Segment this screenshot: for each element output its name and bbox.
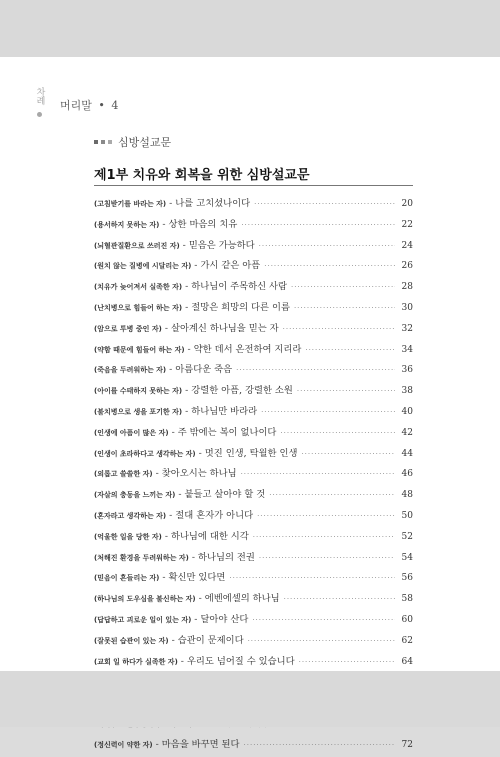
toc-entry-page: 54 — [401, 552, 413, 563]
toc-entry-leader — [299, 658, 395, 666]
toc-entry-page: 28 — [401, 282, 413, 293]
toc-entry-dash: - — [185, 281, 189, 293]
toc-entry-page: 34 — [401, 344, 413, 355]
toc-entry-tag: (인생이 초라하다고 생각하는 자) — [94, 449, 196, 458]
toc-entry-tag: (혼자라고 생각하는 자) — [94, 511, 167, 520]
toc-entry — [94, 590, 413, 611]
top-background-band — [0, 0, 500, 57]
toc-entry-dash: - — [169, 198, 173, 209]
toc-entry — [94, 257, 413, 278]
toc-entry-page: 60 — [401, 614, 413, 625]
toc-entry-dash: - — [185, 385, 189, 397]
side-label-text: 차례 — [34, 87, 45, 105]
toc-entry — [94, 569, 413, 590]
toc-entry-dash: - — [185, 301, 189, 313]
toc-entry-leader — [259, 554, 395, 562]
toc-entry-leader — [280, 429, 395, 437]
toc-entry-page: 38 — [401, 386, 413, 397]
toc-entry-page: 24 — [401, 240, 413, 251]
toc-entry-title: 상한 마음의 치유 — [168, 218, 238, 230]
toc-entry-tag: (답답하고 괴로운 일이 있는 자) — [94, 615, 192, 624]
toc-entry-dash: - — [194, 260, 198, 272]
toc-entry-page: 62 — [401, 635, 413, 646]
section-heading-text: 심방설교문 — [118, 136, 172, 149]
toc-entry-tag: (인생에 아픔이 많은 자) — [94, 428, 169, 437]
toc-entry — [94, 465, 413, 486]
preface-page: 4 — [111, 99, 119, 112]
toc-entry-dash: - — [191, 551, 196, 563]
toc-entry-leader — [301, 450, 395, 458]
toc-entry-tag: (자살의 충동을 느끼는 자) — [94, 491, 176, 500]
toc-entry-title: 나를 고치셨나이다 — [175, 198, 251, 209]
toc-entry-leader — [236, 366, 395, 374]
toc-entry-tag: (잘못된 습관이 있는 자) — [94, 636, 169, 645]
toc-entry-page: 36 — [401, 365, 413, 376]
toc-entry-tag: (외롭고 쓸쓸한 자) — [94, 470, 153, 479]
toc-entry-tag: (죽음을 두려워하는 자) — [94, 366, 167, 375]
preface-label: 머리말 — [60, 99, 92, 112]
toc-entry-dash: - — [164, 322, 168, 334]
toc-entry-leader — [248, 637, 395, 645]
toc-entry-leader — [297, 387, 395, 395]
toc-entry-title: 하나님의 전권 — [198, 551, 255, 563]
toc-entry-dash: - — [162, 218, 166, 230]
toc-entry-dash: - — [185, 405, 189, 417]
toc-entry-leader — [305, 346, 395, 354]
toc-entry-dash: - — [198, 447, 202, 459]
toc-entry — [94, 382, 413, 403]
toc-entry — [94, 403, 413, 424]
toc-entry-title: 살아계신 하나님을 믿는 자 — [170, 322, 279, 334]
toc-entry-page: 26 — [401, 261, 413, 272]
toc-entry-leader — [269, 491, 395, 499]
bottom-background-band — [0, 671, 500, 727]
toc-entry-title: 절망은 희망의 다른 이름 — [191, 301, 290, 313]
toc-entry-tag: (정신력이 약한 자) — [94, 740, 153, 749]
toc-entry-page: 58 — [401, 594, 413, 605]
toc-entry-tag: (암으로 투병 중인 자) — [94, 324, 162, 333]
toc-entry — [94, 611, 413, 632]
toc-entry-page: 42 — [401, 427, 413, 438]
toc-entry-page: 64 — [401, 656, 413, 667]
toc-entry — [94, 486, 413, 507]
toc-entry-title: 에벤에셀의 하나님 — [204, 593, 280, 605]
toc-entry-tag: (뇌혈관질환으로 쓰러진 자) — [94, 241, 180, 250]
section-heading — [94, 134, 171, 150]
toc-entry-title: 확신만 있다면 — [168, 572, 226, 584]
toc-entry-dash: - — [180, 655, 184, 667]
toc-entry-tag: (고침받기를 바라는 자) — [94, 200, 167, 208]
toc-entry-tag: (치유가 늦어져서 실족한 자) — [94, 283, 183, 292]
toc-entry-leader — [253, 533, 395, 541]
toc-entry-leader — [257, 512, 395, 520]
toc-entry-leader — [241, 221, 395, 229]
part-title: 제1부 치유와 회복을 위한 심방설교문 — [94, 168, 310, 183]
toc-entry-title: 하나님만 바라라 — [191, 405, 258, 417]
toc-entry-tag: (믿음이 흔들리는 자) — [94, 574, 160, 583]
toc-entry — [94, 632, 413, 653]
toc-entry-title: 멋진 인생, 탁월한 인생 — [204, 447, 298, 459]
toc-entry — [94, 528, 413, 549]
toc-entry-leader — [283, 325, 395, 333]
toc-entry-page: 20 — [401, 199, 413, 209]
toc-entry-page: 72 — [401, 739, 413, 750]
side-label — [33, 87, 45, 117]
toc-entry — [94, 341, 413, 362]
toc-entry — [94, 507, 413, 528]
toc-entry-leader — [229, 574, 395, 582]
toc-entry-page: 30 — [401, 302, 413, 313]
toc-entry-page: 56 — [401, 573, 413, 584]
toc-entry-page: 46 — [401, 469, 413, 480]
toc-entry-dash: - — [169, 364, 173, 376]
preface-separator: • — [98, 99, 105, 112]
square-bullets-icon — [94, 140, 112, 144]
toc-entry — [94, 278, 413, 299]
toc-entry-tag: (원치 않는 질병에 시달리는 자) — [94, 262, 192, 271]
toc-entry-tag: (약함 때문에 힘들어 하는 자) — [94, 345, 185, 354]
toc-entry-page: 40 — [401, 406, 413, 417]
toc-entry-page: 48 — [401, 490, 413, 501]
toc-entry-title: 약한 데서 온전하여 지리라 — [193, 343, 302, 355]
toc-entry-tag: (난치병으로 힘들어 하는 자) — [94, 303, 183, 312]
toc-entry-leader — [294, 304, 395, 312]
toc-entry-title: 주 밖에는 복이 없나이다 — [177, 426, 277, 438]
toc-entry-leader — [252, 616, 395, 624]
toc-entry — [94, 237, 413, 258]
toc-entry-title: 붙들고 살아야 할 것 — [184, 489, 266, 501]
toc-entry-dash: - — [178, 489, 182, 501]
toc-entry-dash: - — [171, 426, 175, 438]
toc-entry-dash: - — [187, 343, 191, 355]
toc-entry-leader — [241, 470, 395, 478]
toc-entry — [94, 424, 413, 445]
toc-entry-title: 절대 혼자가 아니다 — [175, 509, 254, 521]
toc-entry-leader — [264, 262, 395, 270]
toc-entry-tag: (하나님의 도우심을 불신하는 자) — [94, 595, 196, 604]
toc-entry-title: 마음을 바꾸면 된다 — [161, 738, 240, 750]
toc-entry-dash: - — [169, 509, 173, 521]
toc-entry-title: 믿음은 가능하다 — [188, 239, 255, 251]
toc-entry-title: 찾아오시는 하나님 — [161, 468, 237, 480]
toc-entry-dash: - — [164, 530, 168, 542]
toc-entry-leader — [291, 283, 395, 291]
toc-entry-leader — [261, 408, 395, 416]
toc-entry — [94, 320, 413, 341]
toc-entry — [94, 195, 413, 216]
toc-entry-tag: (교회 일 하다가 실족한 자) — [94, 657, 178, 666]
toc-entry-title: 하나님이 주목하신 사람 — [191, 281, 287, 293]
book-page — [0, 57, 500, 750]
toc-entry-title: 아름다운 죽음 — [175, 364, 233, 376]
toc-entry-leader — [244, 741, 395, 749]
toc-entry-title: 달아야 산다 — [200, 613, 249, 625]
toc-entry-dash: - — [162, 572, 166, 584]
toc-entry-dash: - — [194, 613, 198, 625]
toc-entry-page: 52 — [401, 531, 413, 542]
toc-entry-title: 가시 같은 아픔 — [200, 260, 261, 272]
toc-entry-title: 하나님에 대한 시각 — [170, 530, 249, 542]
toc-entry-tag: (억울한 일을 당한 자) — [94, 532, 162, 541]
toc-entry — [94, 736, 413, 757]
toc-entry-title: 강렬한 아픔, 강렬한 소원 — [191, 385, 293, 397]
toc-entry-leader — [259, 242, 395, 250]
toc-entry — [94, 445, 413, 466]
toc-entry-title: 습관이 문제이다 — [177, 634, 244, 646]
toc-entry — [94, 361, 413, 382]
title-divider — [94, 185, 413, 186]
preface-line — [60, 97, 118, 113]
toc-entry-page: 32 — [401, 323, 413, 334]
toc-entry — [94, 549, 413, 570]
toc-entry-tag: (아이를 수태하지 못하는 자) — [94, 387, 183, 396]
toc-entry-dash: - — [155, 738, 159, 750]
side-label-dot-icon — [37, 112, 42, 117]
toc-entry-leader — [284, 595, 395, 603]
toc-entry-dash: - — [171, 634, 175, 646]
toc-entry-dash: - — [182, 239, 186, 251]
toc-entry-title: 우리도 넘어질 수 있습니다 — [186, 655, 295, 667]
toc-entry-page: 44 — [401, 448, 413, 459]
toc-entry-dash: - — [198, 593, 202, 605]
toc-entry-dash: - — [155, 468, 159, 480]
toc-entry-tag: (용서하지 못하는 자) — [94, 220, 160, 229]
toc-entry — [94, 216, 413, 237]
toc-entry-page: 22 — [401, 219, 413, 230]
toc-entry-tag: (불치병으로 생을 포기한 자) — [94, 407, 183, 416]
toc-entry-leader — [254, 200, 395, 208]
toc-entry-tag: (처해진 환경을 두려워하는 자) — [94, 553, 189, 562]
toc-entry — [94, 299, 413, 320]
toc-entry-page: 50 — [401, 510, 413, 521]
